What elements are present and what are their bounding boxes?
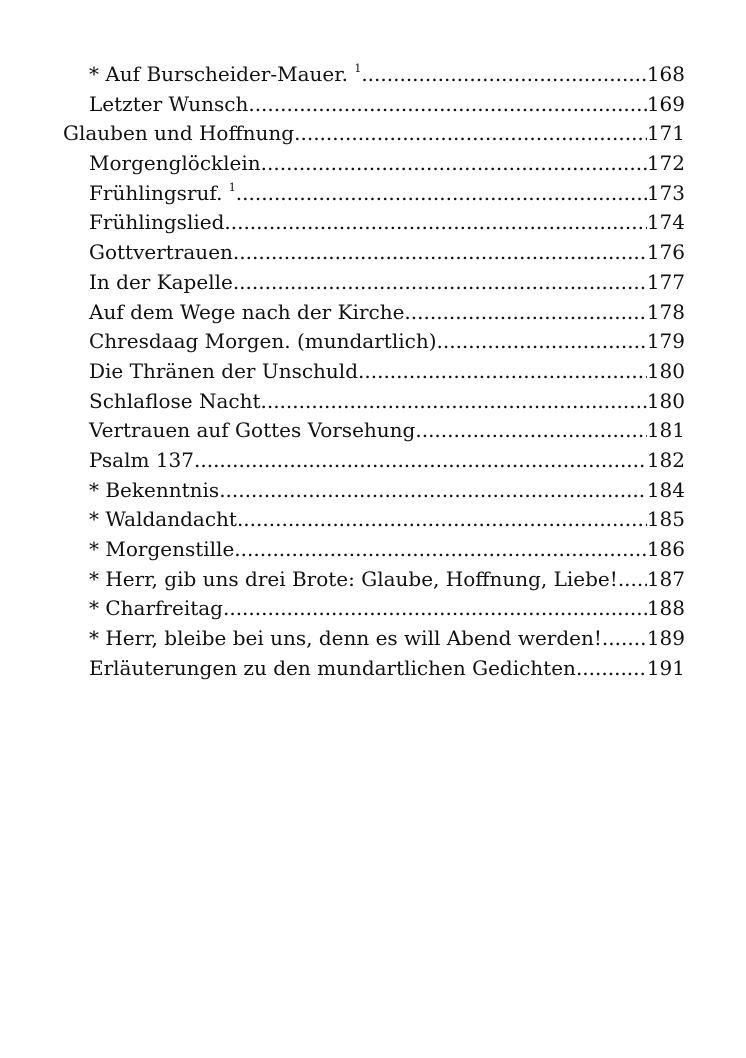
dot-leader xyxy=(261,149,647,179)
toc-entry-page: 179 xyxy=(646,329,685,354)
toc-entry-page: 189 xyxy=(646,626,685,651)
toc-section-heading xyxy=(63,119,685,149)
toc-entry-page: 184 xyxy=(646,477,685,502)
toc-entry xyxy=(63,179,685,209)
toc-entry-title: Psalm 137 xyxy=(89,447,194,472)
toc-entry-page: 169 xyxy=(646,91,685,116)
toc-entry xyxy=(63,327,685,357)
toc-entry xyxy=(63,476,685,506)
dot-leader xyxy=(358,357,647,387)
toc-entry-title: Auf dem Wege nach der Kirche xyxy=(89,299,405,324)
toc-entry xyxy=(63,565,685,595)
toc-entry-title: Frühlingsruf. $^1$ xyxy=(89,180,236,205)
toc-entry xyxy=(63,90,685,120)
toc-entry-page: 173 xyxy=(646,180,685,205)
toc-entry-page: 186 xyxy=(646,537,685,561)
dot-leader xyxy=(233,238,647,268)
toc-entry-page: 168 xyxy=(646,62,685,86)
toc-entry-title: Morgenglöcklein xyxy=(89,151,261,176)
toc-entry xyxy=(63,505,685,535)
dot-leader xyxy=(248,90,646,120)
dot-leader xyxy=(224,208,646,238)
dot-leader xyxy=(576,654,647,684)
dot-leader xyxy=(194,446,647,476)
footnote-marker: 1 xyxy=(354,62,362,75)
toc-entry-title: * Auf Burscheider-Mauer. $^1$ xyxy=(89,62,362,86)
toc-entry xyxy=(63,238,685,268)
toc-entry xyxy=(63,594,685,624)
toc-entry xyxy=(63,298,685,328)
toc-entry xyxy=(63,446,685,476)
dot-leader xyxy=(236,179,647,209)
toc-entry-page: 177 xyxy=(646,269,685,294)
toc-entry-page: 171 xyxy=(646,121,685,146)
footnote-marker: 1 xyxy=(228,180,236,194)
toc-entry-page: 185 xyxy=(646,507,685,532)
toc-entry-title: Schlaflose Nacht xyxy=(89,388,261,413)
toc-entry xyxy=(63,60,685,90)
toc-entry xyxy=(63,387,685,417)
toc-entry-page: 176 xyxy=(646,240,685,265)
dot-leader xyxy=(415,416,646,446)
dot-leader xyxy=(618,565,647,595)
toc-entry xyxy=(63,654,685,684)
toc-entry-page: 178 xyxy=(646,299,685,324)
toc-entry-title: Erläuterungen zu den mundartlichen Gedichten xyxy=(89,655,576,680)
toc-entry xyxy=(63,357,685,387)
toc-entry xyxy=(63,416,685,446)
toc-entry-page: 187 xyxy=(646,566,685,591)
dot-leader xyxy=(260,387,646,417)
toc-entry-title: Vertrauen auf Gottes Vorsehung xyxy=(89,418,416,443)
dot-leader xyxy=(404,298,646,328)
toc-entry xyxy=(63,208,685,238)
toc-entry-title: * Herr, gib uns drei Brote: Glaube, Hoffnung, Liebe! xyxy=(89,566,618,591)
toc-entry-title: * Charfreitag xyxy=(89,596,223,621)
dot-leader xyxy=(237,505,647,535)
toc-entry-page: 181 xyxy=(646,418,685,443)
dot-leader xyxy=(437,327,647,357)
toc-entry-title: Gottvertrauen xyxy=(89,240,233,265)
toc-entry-title: * Herr, bleibe bei uns, denn es will Abend werden! xyxy=(89,626,602,651)
toc-entry-title: Die Thränen der Unschuld xyxy=(89,358,359,383)
toc-entry xyxy=(63,268,685,298)
toc-entry xyxy=(63,149,685,179)
dot-leader xyxy=(219,476,647,506)
toc-entry-page: 182 xyxy=(646,447,685,472)
toc-entry-page: 188 xyxy=(646,596,685,621)
toc-entry-title: Glauben und Hoffnung xyxy=(63,121,295,146)
toc-entry-title: * Waldandacht xyxy=(89,507,237,532)
toc-entry-page: 174 xyxy=(646,210,685,235)
toc-entry xyxy=(63,624,685,654)
toc-entry-page: 172 xyxy=(646,151,685,176)
dot-leader xyxy=(233,268,647,298)
toc-entry-title: In der Kapelle xyxy=(89,269,233,294)
toc-entry xyxy=(63,535,685,565)
toc-entry-page: 180 xyxy=(646,388,685,413)
dot-leader xyxy=(361,60,647,90)
toc-entry-title: Chresdaag Morgen. (mundartlich) xyxy=(89,329,437,354)
dot-leader xyxy=(223,594,647,624)
table-of-contents xyxy=(63,60,685,683)
toc-entry-title: * Bekenntnis xyxy=(89,477,220,502)
toc-entry-page: 191 xyxy=(646,655,685,680)
dot-leader xyxy=(294,119,647,149)
toc-entry-page: 180 xyxy=(646,358,685,383)
toc-entry-title: * Morgenstille xyxy=(89,537,235,561)
toc-entry-title: Letzter Wunsch xyxy=(89,91,249,116)
toc-entry-title: Frühlingslied xyxy=(89,210,225,235)
dot-leader xyxy=(602,624,647,654)
dot-leader xyxy=(234,535,647,565)
